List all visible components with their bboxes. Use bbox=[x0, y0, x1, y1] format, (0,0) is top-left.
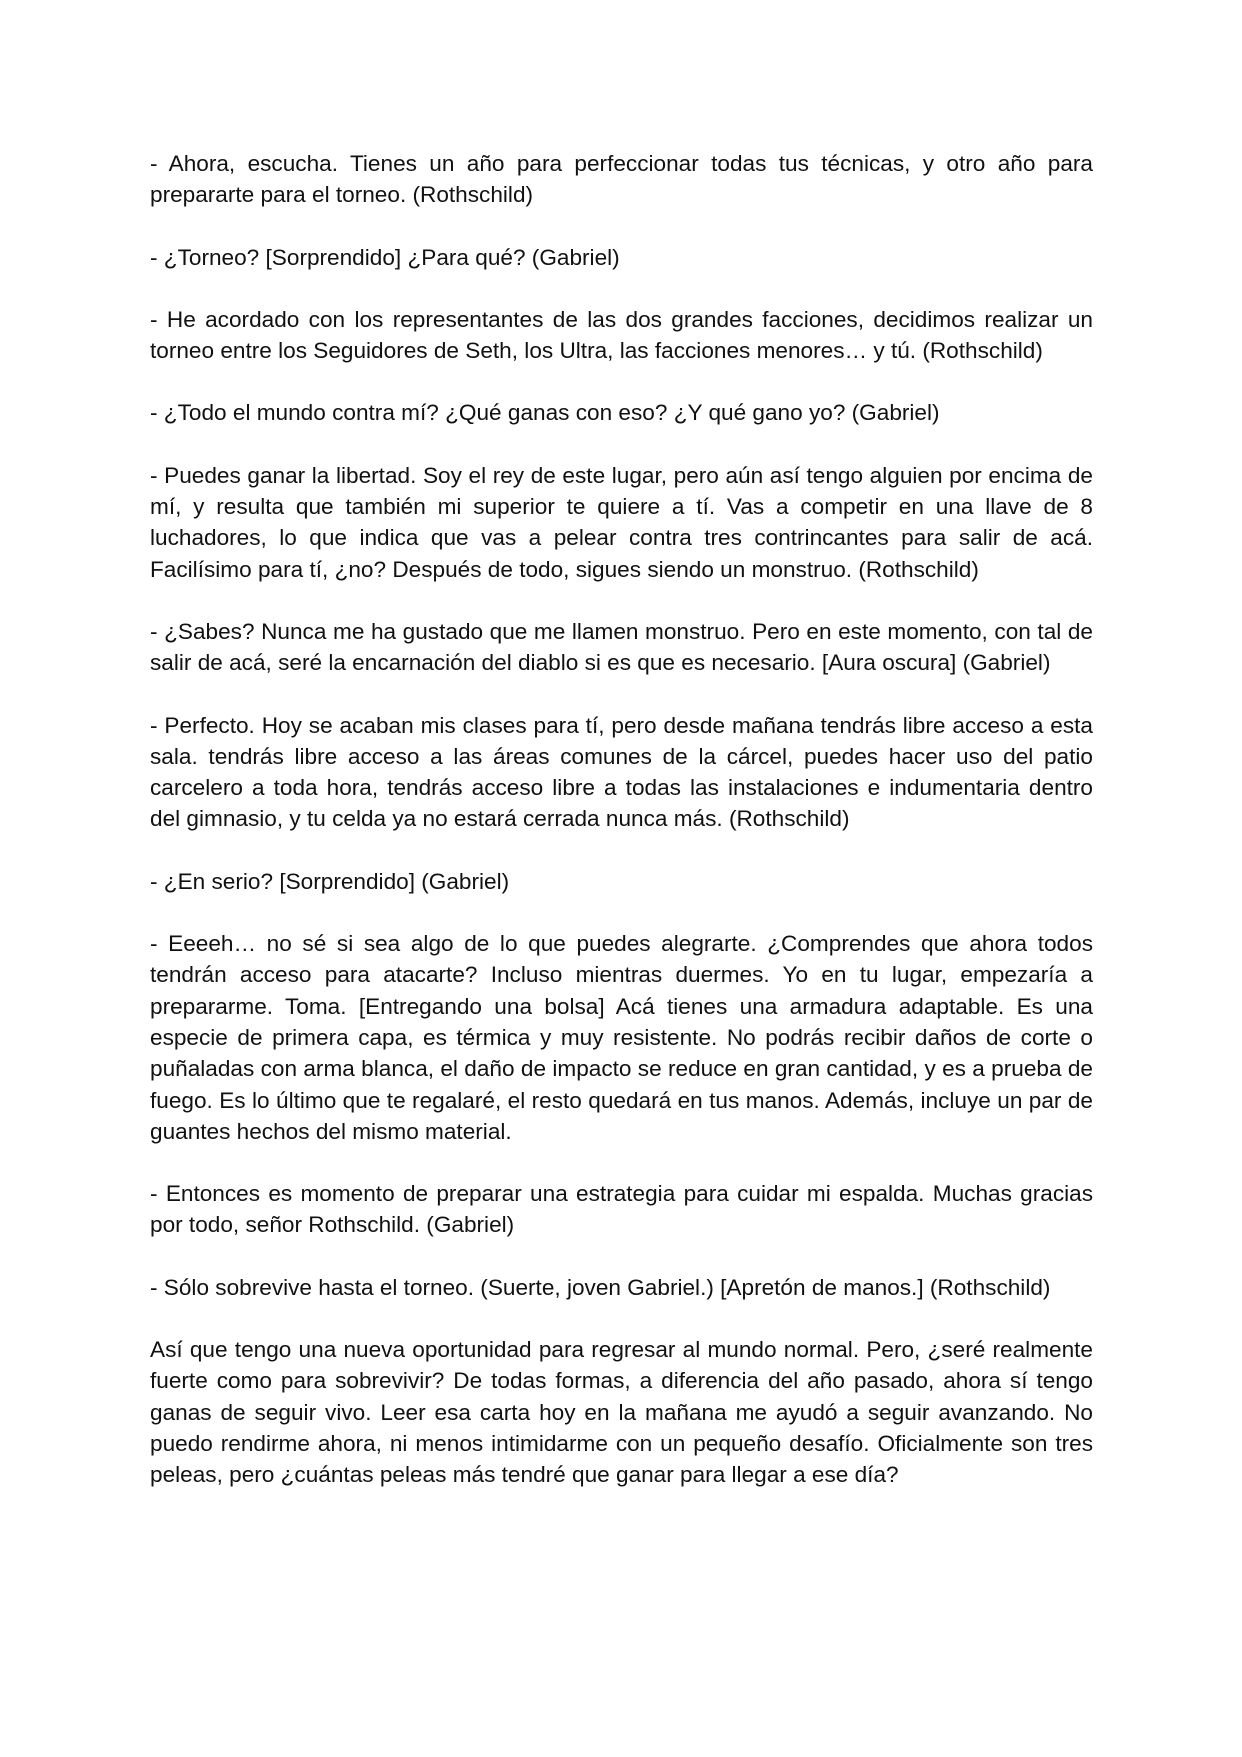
paragraph-10: - Entonces es momento de preparar una estrategia para cuidar mi espalda. Muchas gracias por todo, señor Rothschild. (Gabriel) bbox=[150, 1181, 1093, 1238]
paragraph-6: - ¿Sabes? Nunca me ha gustado que me llamen monstruo. Pero en este momento, con tal de salir de acá, seré la encarnación del diablo si es que es necesario. [Aura oscura] (Gabriel) bbox=[150, 618, 1093, 676]
paragraph-2: - ¿Torneo? [Sorprendido] ¿Para qué? (Gabriel) bbox=[150, 244, 620, 270]
paragraph-12: Así que tengo una nueva oportunidad para regresar al mundo normal. Pero, ¿seré realmente fuerte como para sobrevivir? De todas formas, a diferencia del año pasado, ahora sí tengo ganas de seguir vivo. Leer esa carta hoy en la mañana me ayudó a seguir avanzando. No puedo rendirme ahora, ni menos intimidarme con un pequeño desafío. Oficialmente son tres peleas, pero ¿cuántas peleas más tendré que ganar para llegar a ese día? bbox=[150, 1337, 1093, 1488]
paragraph-4: - ¿Todo el mundo contra mí? ¿Qué ganas con eso? ¿Y qué gano yo? (Gabriel) bbox=[150, 400, 940, 426]
paragraph-8: - ¿En serio? [Sorprendido] (Gabriel) bbox=[150, 868, 510, 894]
paragraph-9: - Eeeeh… no sé si sea algo de lo que puedes alegrarte. ¿Comprendes que ahora todos tendrán acceso para atacarte? Incluso mientras duermes. Yo en tu lugar, empezaría a prepararme. Toma. [Entregando una bolsa] Acá tienes una armadura adaptable. Es una especie de primera capa, es térmica y muy resistente. No podrás recibir daños de corte o puñaladas con arma blanca, el daño de impacto se reduce en gran cantidad, y es a prueba de fuego. Es lo último que te regalaré, el resto quedará en tus manos. Además, incluye un par de guantes hechos del mismo material. bbox=[150, 931, 1093, 1144]
paragraph-1: - Ahora, escucha. Tienes un año para perfeccionar todas tus técnicas, y otro año para prepararte para el torneo. (Rothschild) bbox=[150, 151, 1093, 208]
document-body bbox=[150, 148, 1093, 1491]
paragraph-7: - Perfecto. Hoy se acaban mis clases para tí, pero desde mañana tendrás libre acceso a esta sala. tendrás libre acceso a las áreas comunes de la cárcel, puedes hacer uso del patio carcelero a toda hora, tendrás acceso libre a todas las instalaciones e indumentaria dentro del gimnasio, y tu celda ya no estará cerrada nunca más. (Rothschild) bbox=[150, 712, 1093, 832]
paragraph-11: - Sólo sobrevive hasta el torneo. (Suerte, joven Gabriel.) [Apretón de manos.] (Rothschild) bbox=[150, 1274, 1051, 1300]
paragraph-3: - He acordado con los representantes de las dos grandes facciones, decidimos realizar un torneo entre los Seguidores de Seth, los Ultra, las facciones menores… y tú. (Rothschild) bbox=[150, 306, 1093, 364]
paragraph-5: - Puedes ganar la libertad. Soy el rey de este lugar, pero aún así tengo alguien por encima de mí, y resulta que también mi superior te quiere a tí. Vas a competir en una llave de 8 luchadores, lo que indica que vas a pelear contra tres contrincantes para salir de acá. Facilísimo para tí, ¿no? Después de todo, sigues siendo un monstruo. (Rothschild) bbox=[150, 462, 1093, 582]
